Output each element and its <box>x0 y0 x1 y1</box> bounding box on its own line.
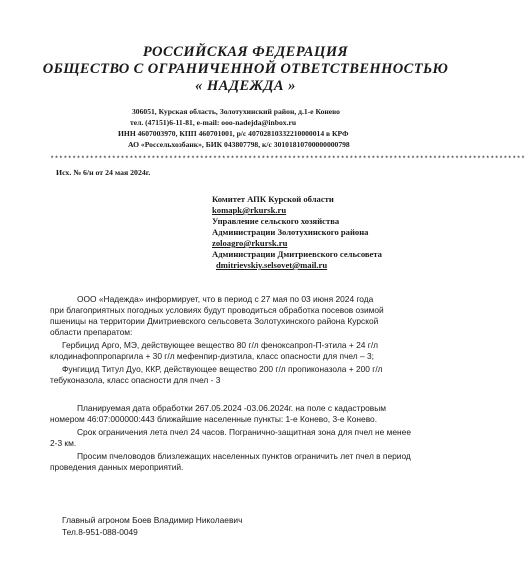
body-line: Планируемая дата обработки 267.05.2024 -03.06.2024г. на поле с кадастровым <box>77 403 387 413</box>
signature-phone: Тел.8-951-088-0049 <box>62 527 138 537</box>
addressee-line: Комитет АПК Курской области <box>212 194 334 204</box>
body-line: области препаратом: <box>50 327 133 337</box>
body-line: ООО «Надежда» информирует, что в период с 27 мая по 03 июня 2024 года <box>77 294 374 304</box>
letterhead-company-name: « НАДЕЖДА » <box>195 78 296 94</box>
addressee-line: Администрации Золотухинского района <box>212 227 369 237</box>
requisites-address: 306051, Курская область, Золотухинский район, д.1-е Конево <box>132 107 340 116</box>
body-line: Гербицид Арго, МЭ, действующее вещество 80 г/л феноксапроп-П-этила + 24 г/л <box>62 340 379 350</box>
body-line: проведения данных мероприятий. <box>50 462 184 472</box>
requisites-tax-ids: ИНН 4607003970, КПП 460701001, р/с 40702810332210000014 в КРФ <box>118 129 349 138</box>
requisites-bank: АО «Россельхозбанк», БИК 043807798, к/с 30101810700000000798 <box>128 140 350 149</box>
addressee-email-link[interactable]: komapk@rkursk.ru <box>212 205 287 215</box>
addressee-email-link[interactable]: dmitrievskiy.selsovet@mail.ru <box>216 260 328 270</box>
requisites-contacts: тел. (47151)6-11-81, e-mail: ooo-nadejda@inbox.ru <box>130 118 297 127</box>
body-line: номером 46:07:000000:443 ближайшие населенные пункты: 1-е Конево, 3-е Конево. <box>50 414 378 424</box>
body-line: Просим пчеловодов близлежащих населенных пунктов ограничить лет пчел в период <box>77 451 411 461</box>
body-line: тебуконазола, класс опасности для пчел - 3 <box>50 375 221 385</box>
body-line: при благоприятных погодных условиях будут проводиться обработка посевов озимой <box>50 305 384 315</box>
body-line: Срок ограничения лета пчел 24 часов. Погранично-защитная зона для пчел не менее <box>77 427 412 437</box>
letterhead-company-type: ОБЩЕСТВО С ОГРАНИЧЕННОЙ ОТВЕТСТВЕННОСТЬЮ <box>42 61 449 77</box>
letterhead-country: РОССИЙСКАЯ ФЕДЕРАЦИЯ <box>142 44 349 60</box>
outgoing-number: Исх. № 6/н от 24 мая 2024г. <box>56 168 151 177</box>
body-line: клодинафоппропаргила + 30 г/л мефенпир-диэтила, класс опасности для пчел – 3; <box>50 351 374 361</box>
addressee-email-link[interactable]: zoloagro@rkursk.ru <box>212 238 288 248</box>
signature-position-name: Главный агроном Боев Владимир Николаевич <box>62 515 243 525</box>
addressee-line: Управление сельского хозяйства <box>212 216 340 226</box>
body-line: 2-3 км. <box>50 438 77 448</box>
addressee-line: Администрации Дмитриевского сельсовета <box>212 249 382 259</box>
separator-line: ************************************************************************************************************ <box>50 156 525 164</box>
body-line: пшеницы на территории Дмитриевского сельсовета Золотухинского района Курской <box>50 316 379 326</box>
body-line: Фунгицид Титул Дуо, ККР, действующее вещество 200 г/л пропиконазола + 200 г/л <box>62 364 383 374</box>
